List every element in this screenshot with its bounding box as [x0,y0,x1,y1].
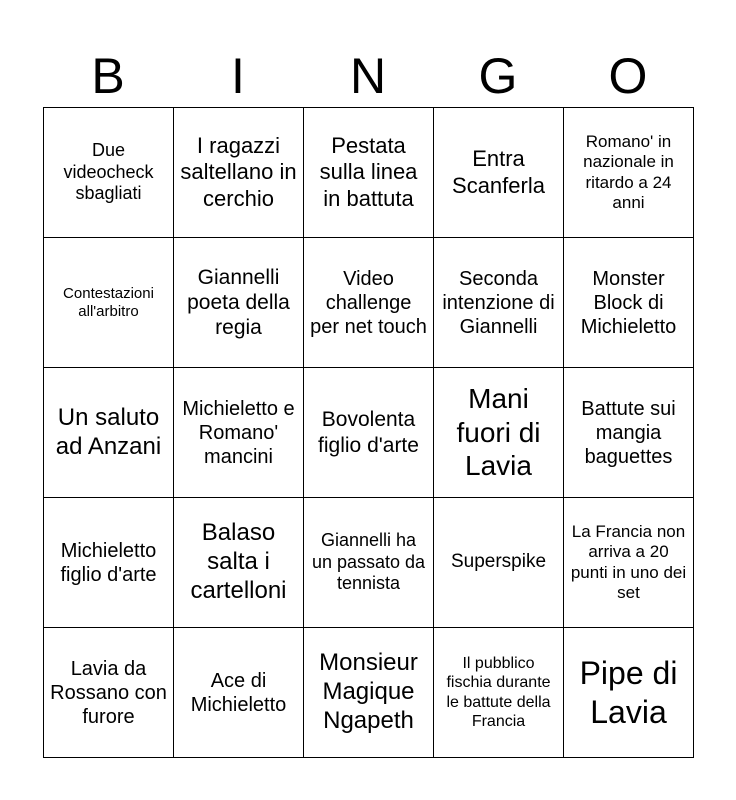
bingo-row [44,108,694,238]
bingo-row [44,498,694,628]
bingo-row [44,368,694,498]
bingo-header [43,46,693,106]
header-letter-i: I [231,48,245,104]
bingo-row [44,238,694,368]
bingo-cell[interactable]: Pipe di Lavia [564,628,694,758]
bingo-cell[interactable]: Un saluto ad Anzani [44,368,174,498]
bingo-cell[interactable]: Superspike [434,498,564,628]
bingo-cell[interactable]: Monsieur Magique Ngapeth [304,628,434,758]
bingo-cell[interactable]: Il pubblico fischia durante le battute della Francia [434,628,564,758]
header-letter-g: G [478,48,518,104]
bingo-cell[interactable]: I ragazzi saltellano in cerchio [174,108,304,238]
bingo-cell[interactable]: Video challenge per net touch [304,238,434,368]
bingo-cell[interactable]: Romano' in nazionale in ritardo a 24 anni [564,108,694,238]
header-letter-b: B [91,48,125,104]
bingo-cell[interactable]: Ace di Michieletto [174,628,304,758]
bingo-cell[interactable]: Pestata sulla linea in battuta [304,108,434,238]
header-letter-o: O [608,48,648,104]
bingo-cell[interactable]: La Francia non arriva a 20 punti in uno dei set [564,498,694,628]
bingo-cell[interactable]: Lavia da Rossano con furore [44,628,174,758]
bingo-cell[interactable]: Giannelli ha un passato da tennista [304,498,434,628]
bingo-cell[interactable]: Michieletto e Romano' mancini [174,368,304,498]
bingo-cell[interactable]: Mani fuori di Lavia [434,368,564,498]
bingo-cell[interactable]: Monster Block di Michieletto [564,238,694,368]
bingo-cell[interactable]: Due videocheck sbagliati [44,108,174,238]
bingo-cell[interactable]: Seconda intenzione di Giannelli [434,238,564,368]
bingo-cell[interactable]: Bovolenta figlio d'arte [304,368,434,498]
header-letter-n: N [349,48,387,104]
bingo-cell[interactable]: Battute sui mangia baguettes [564,368,694,498]
bingo-card [43,107,694,758]
bingo-cell[interactable]: Balaso salta i cartelloni [174,498,304,628]
bingo-cell[interactable]: Michieletto figlio d'arte [44,498,174,628]
bingo-row [44,628,694,758]
bingo-cell[interactable]: Entra Scanferla [434,108,564,238]
bingo-cell[interactable]: Contestazioni all'arbitro [44,238,174,368]
bingo-cell[interactable]: Giannelli poeta della regia [174,238,304,368]
